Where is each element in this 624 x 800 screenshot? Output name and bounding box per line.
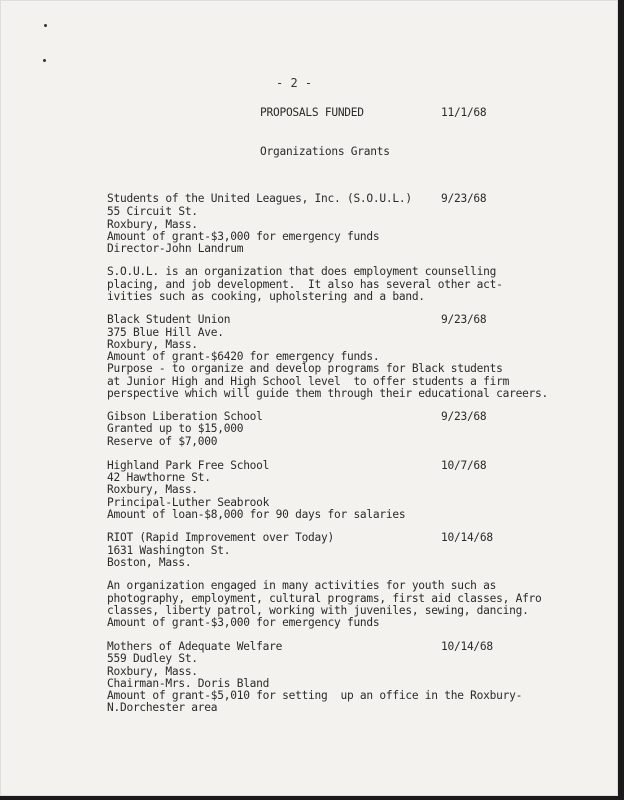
- entry-line: 42 Hawthorne St.: [107, 471, 211, 484]
- entry-description-line: classes, liberty patrol, working with juveniles, sewing, dancing.: [107, 604, 529, 617]
- entry-date: 9/23/68: [441, 313, 487, 326]
- entry-line: N.Dorchester area: [107, 701, 218, 714]
- entry-description-line: An organization engaged in many activities for youth such as: [107, 579, 497, 592]
- document-date: 11/1/68: [441, 106, 487, 119]
- entry-line: at Junior High and High School level to offer students a firm: [107, 375, 510, 388]
- entry-description-line: photography, employment, cultural programs, first aid classes, Afro: [107, 592, 542, 605]
- entry-date: 10/7/68: [441, 459, 487, 472]
- entry-line: Reserve of $7,000: [107, 435, 218, 448]
- entry-line: Granted up to $15,000: [107, 422, 244, 435]
- punch-mark-top: [44, 24, 47, 27]
- entry-line: Boston, Mass.: [107, 556, 192, 569]
- entry-line: 559 Dudley St.: [107, 652, 198, 665]
- entry-line: 1631 Washington St.: [107, 544, 231, 557]
- entry-name: Students of the United Leagues, Inc. (S.O.U.L.): [107, 192, 412, 205]
- document-title: PROPOSALS FUNDED: [260, 106, 364, 119]
- entry-name: Gibson Liberation School: [107, 410, 263, 423]
- entry-date: 10/14/68: [441, 640, 493, 653]
- entry-line: Amount of grant-$3,000 for emergency funds: [107, 230, 380, 243]
- entry-line: Roxbury, Mass.: [107, 338, 198, 351]
- entry-line: Amount of grant-$6420 for emergency funds.: [107, 350, 380, 363]
- document-subtitle: Organizations Grants: [260, 145, 390, 158]
- entry-line: perspective which will guide them through their educational careers.: [107, 387, 549, 400]
- entry-description-line: placing, and job development. It also has several other act-: [107, 278, 503, 291]
- entry-description-line: ivities such as cooking, upholstering and a band.: [107, 290, 425, 303]
- entry-name: Highland Park Free School: [107, 459, 270, 472]
- entry-line: Purpose - to organize and develop programs for Black students: [107, 362, 503, 375]
- entry-line: Amount of loan-$8,000 for 90 days for salaries: [107, 508, 406, 521]
- entry-description-line: Amount of grant-$3,000 for emergency funds: [107, 616, 380, 629]
- entry-line: Principal-Luther Seabrook: [107, 496, 270, 509]
- entry-line: Chairman-Mrs. Doris Bland: [107, 677, 270, 690]
- entry-name: Black Student Union: [107, 313, 231, 326]
- entry-date: 9/23/68: [441, 410, 487, 423]
- entry-line: 55 Circuit St.: [107, 205, 198, 218]
- entry-line: Roxbury, Mass.: [107, 483, 198, 496]
- entry-date: 10/14/68: [441, 531, 493, 544]
- entry-line: Roxbury, Mass.: [107, 218, 198, 231]
- entry-description-line: S.O.U.L. is an organization that does employment counselling: [107, 265, 497, 278]
- page-number: - 2 -: [276, 76, 313, 90]
- entry-name: Mothers of Adequate Welfare: [107, 640, 283, 653]
- punch-mark-bottom: [43, 59, 46, 62]
- entry-line: Amount of grant-$5,010 for setting up an office in the Roxbury-: [107, 689, 523, 702]
- entry-line: 375 Blue Hill Ave.: [107, 326, 224, 339]
- entry-date: 9/23/68: [441, 192, 487, 205]
- entry-line: Director-John Landrum: [107, 242, 244, 255]
- entry-name: RIOT (Rapid Improvement over Today): [107, 531, 334, 544]
- entry-line: Roxbury, Mass.: [107, 665, 198, 678]
